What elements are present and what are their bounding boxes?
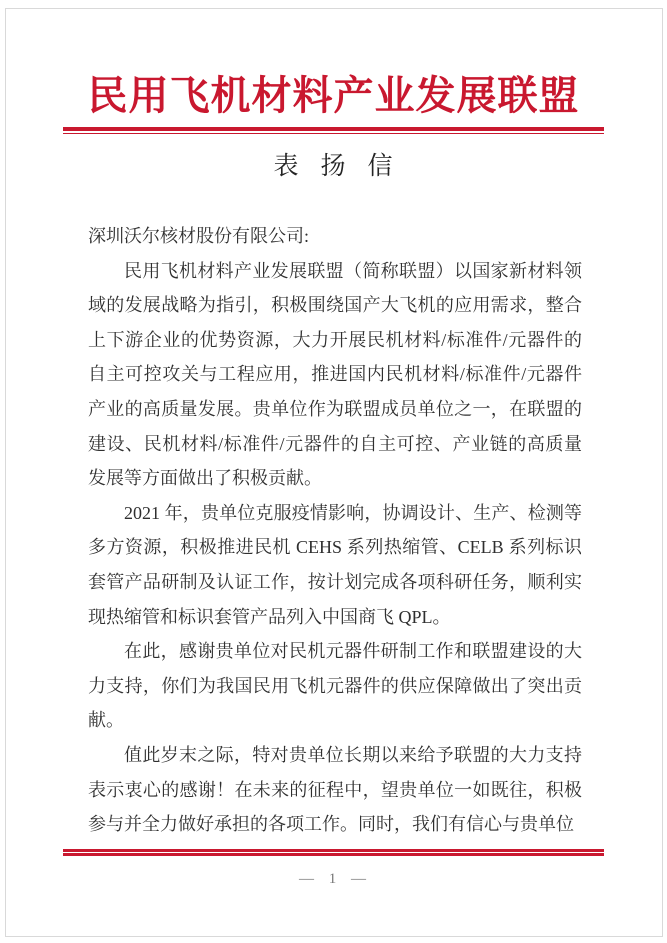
header-rule-thin-line bbox=[63, 133, 604, 135]
footer-double-rule bbox=[63, 849, 604, 856]
page-number: — 1 — bbox=[299, 871, 368, 887]
letter-title: 表 扬 信 bbox=[273, 152, 394, 180]
letter-body bbox=[88, 219, 582, 842]
header-double-rule bbox=[63, 127, 604, 134]
footer-rule-bottom-line bbox=[63, 853, 604, 856]
paragraph-1: 民用飞机材料产业发展联盟（简称联盟）以国家新材料领域的发展战略为指引，积极围绕国产大飞机的应用需求，整合上下游企业的优势资源，大力开展民机材料/标准件/元器件的自主可控攻关与工程应用，推进国内民机材料/标准件/元器件产业的高质量发展。贵单位作为联盟成员单位之一，在联盟的建设、民机材料/标准件/元器件的自主可控、产业链的高质量发展等方面做出了积极贡献。 bbox=[88, 260, 582, 489]
salutation: 深圳沃尔核材股份有限公司: bbox=[88, 226, 309, 246]
paragraph-4: 值此岁末之际，特对贵单位长期以来给予联盟的大力支持表示衷心的感谢！在未来的征程中，望贵单位一如既往，积极参与并全力做好承担的各项工作。同时，我们有信心与贵单位 bbox=[88, 744, 582, 835]
paragraph-2: 2021 年，贵单位克服疫情影响，协调设计、生产、检测等多方资源，积极推进民机 CEHS 系列热缩管、CELB 系列标识套管产品研制及认证工作，按计划完成各项科研任务，顺利实现热缩管和标识套管产品列入中国商飞 QPL。 bbox=[88, 502, 582, 627]
paragraph-3: 在此，感谢贵单位对民机元器件研制工作和联盟建设的大力支持，你们为我国民用飞机元器件的供应保障做出了突出贡献。 bbox=[88, 641, 582, 731]
org-title: 民用飞机材料产业发展联盟 bbox=[87, 74, 580, 118]
